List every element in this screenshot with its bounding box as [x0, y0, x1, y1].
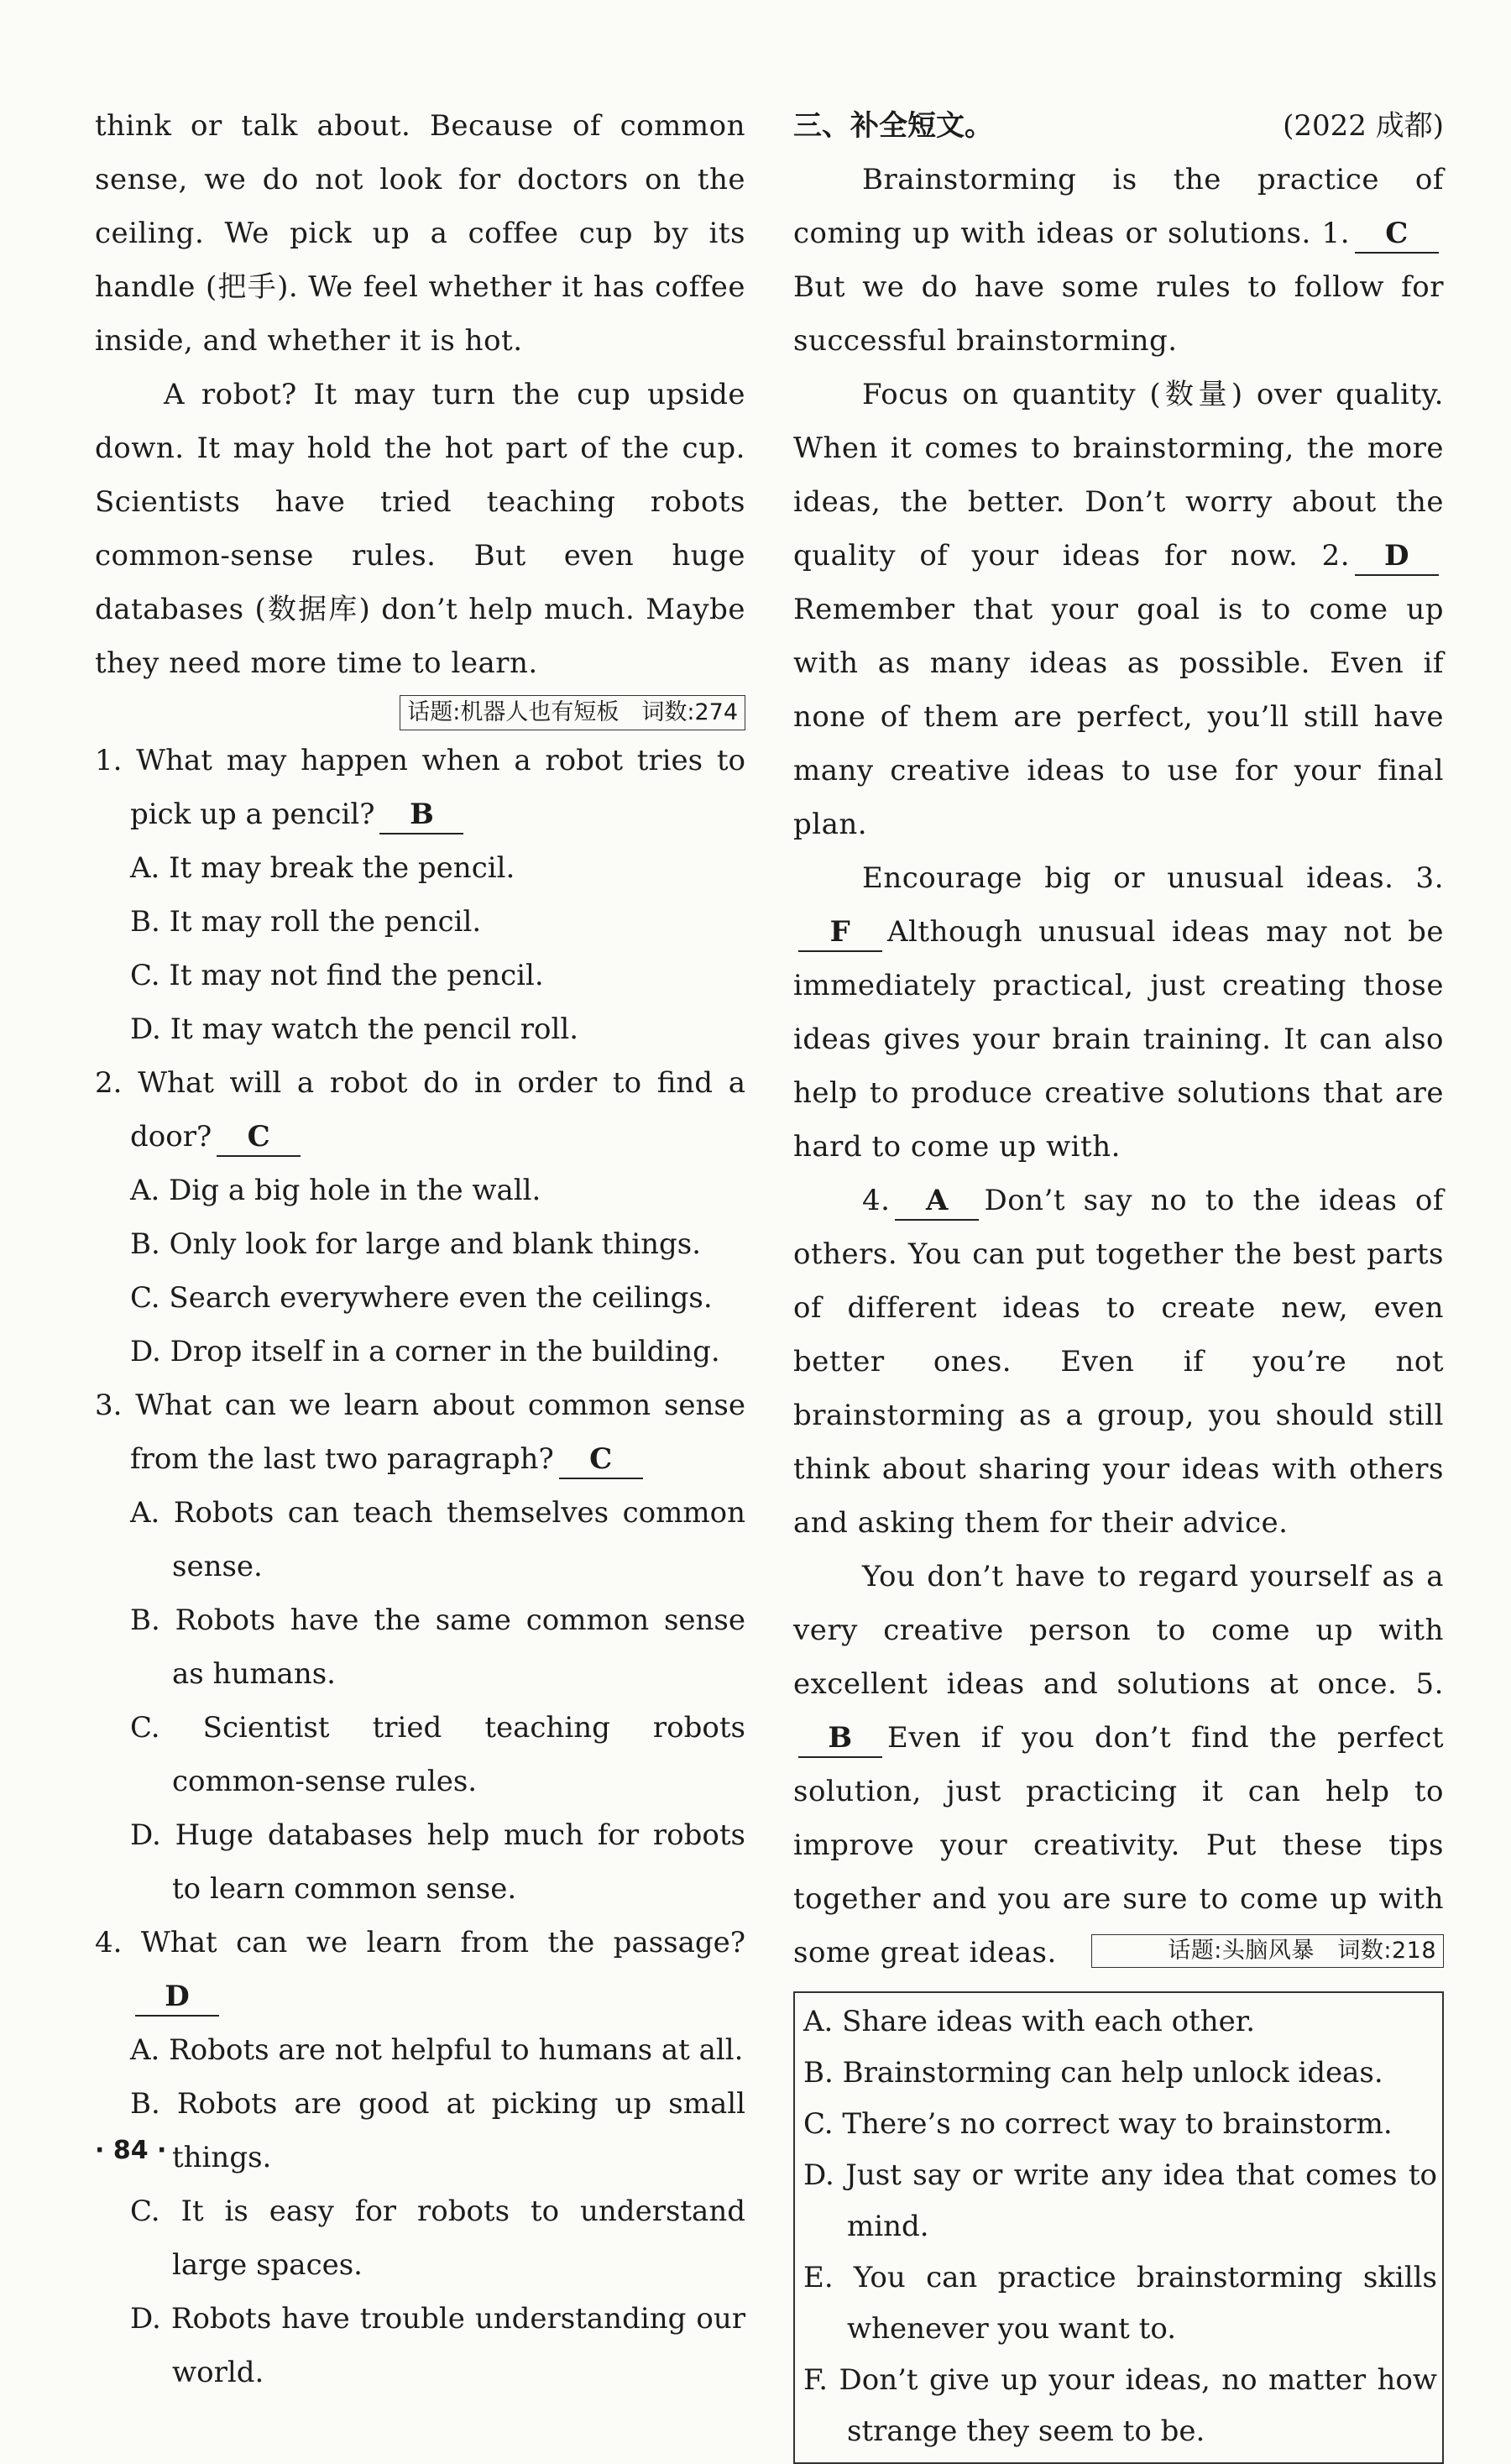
question-stem: 2. What will a robot do in order to find a door? C	[95, 1056, 745, 1164]
answer-option: A. Robots are not helpful to humans at all.	[130, 2033, 744, 2067]
left-column	[95, 99, 745, 2399]
box-option: F. Don’t give up your ideas, no matter how strange they seem to be.	[803, 2363, 1437, 2448]
options-box	[793, 1991, 1444, 2464]
answer-blank: B	[379, 796, 463, 834]
passage-paragraph: Brainstorming is the practice of coming up with ideas or solutions. 1. CBut we do have some rules to follow for successful brainstorming.	[793, 163, 1444, 358]
passage-paragraph: Focus on quantity (数量) over quality. When it comes to brainstorming, the more ideas, the better. Don’t worry about the quality of your ideas for now. 2. DRemember that your goal is to come up with as many ideas as possible. Even if none of them are perfect, you’ll still have many creative ideas to use for your final plan.	[793, 378, 1444, 841]
topic-word-count-tag: 话题:头脑风暴 词数:218	[1091, 1934, 1444, 1968]
question	[95, 1916, 745, 2399]
answer-option: A. It may break the pencil.	[130, 851, 515, 885]
question	[95, 734, 745, 1056]
question-stem: 4. What can we learn from the passage?D	[95, 1916, 745, 2023]
page-number: · 84 ·	[95, 2136, 167, 2165]
passage-paragraph: 4. A Don’t say no to the ideas of others. You can put together the best parts of different ideas to create new, even better ones. Even if you’re not brainstorming as a group, you should still think about sharing your ideas with others and asking them for their advice.	[793, 1184, 1444, 1540]
passage-paragraph: A robot? It may turn the cup upside down. It may hold the hot part of the cup. Scientists have tried teaching robots common-sense rules. But even huge databases (数据库) don’t help much. Maybe they need more time to learn.	[95, 378, 745, 680]
answer-option: D. Huge databases help much for robots to learn common sense.	[130, 1818, 745, 1906]
question-stem: 3. What can we learn about common sense from the last two paragraph? C	[95, 1378, 745, 1486]
answer-option: B. Only look for large and blank things.	[130, 1227, 701, 1261]
answer-blank: A	[895, 1182, 979, 1221]
answer-option: D. Drop itself in a corner in the building.	[130, 1335, 720, 1368]
section-header	[793, 99, 1444, 153]
question-stem: 1. What may happen when a robot tries to pick up a pencil? B	[95, 734, 745, 841]
answer-option: C. It may not find the pencil.	[130, 959, 544, 992]
answer-blank: C	[1355, 215, 1439, 254]
answer-blank: C	[559, 1441, 643, 1479]
question	[95, 1056, 745, 1378]
answer-option: A. Robots can teach themselves common sense.	[130, 1496, 745, 1583]
box-option: A. Share ideas with each other.	[803, 2005, 1256, 2038]
box-option: D. Just say or write any idea that comes to mind.	[803, 2158, 1437, 2243]
box-option: E. You can practice brainstorming skills whenever you want to.	[803, 2261, 1437, 2346]
question	[95, 1378, 745, 1916]
answer-option: C. It is easy for robots to understand large spaces.	[130, 2195, 745, 2282]
answer-option: B. It may roll the pencil.	[130, 905, 482, 939]
answer-option: B. Robots have the same common sense as humans.	[130, 1603, 745, 1691]
passage-paragraph: think or talk about. Because of common sense, we do not look for doctors on the ceiling. We pick up a coffee cup by its handle (把手). We feel whether it has coffee inside, and whether it is hot.	[95, 109, 745, 358]
answer-option: D. Robots have trouble understanding our world.	[130, 2302, 745, 2389]
answer-blank: D	[1355, 537, 1439, 576]
answer-blank: D	[135, 1978, 219, 2017]
answer-option: C. Search everywhere even the ceilings.	[130, 1281, 713, 1315]
answer-blank: B	[798, 1719, 882, 1758]
box-option: C. There’s no correct way to brainstorm.	[803, 2107, 1393, 2141]
answer-option: B. Robots are good at picking up small things.	[130, 2087, 745, 2174]
answer-option: C. Scientist tried teaching robots common-sense rules.	[130, 1711, 745, 1798]
answer-option: D. It may watch the pencil roll.	[130, 1012, 579, 1046]
box-option: B. Brainstorming can help unlock ideas.	[803, 2056, 1383, 2090]
passage-paragraph: You don’t have to regard yourself as a very creative person to come up with excellent ideas and solutions at once. 5.B Even if you don’t find the perfect solution, just practicing it can help to improve your creativity. Put these tips together and you are sure to come up with some great ideas. 话题:头脑风暴 词数:218	[793, 1560, 1444, 1970]
answer-blank: F	[798, 913, 882, 952]
passage-paragraph: Encourage big or unusual ideas. 3.F Although unusual ideas may not be immediately practical, just creating those ideas gives your brain training. It can also help to produce creative solutions that are hard to come up with.	[793, 861, 1444, 1164]
right-column	[793, 99, 1444, 2464]
section-title: 三、补全短文。	[793, 109, 993, 143]
answer-option: A. Dig a big hole in the wall.	[130, 1174, 541, 1207]
source-label: (2022 成都)	[1283, 109, 1444, 143]
answer-blank: C	[217, 1118, 301, 1157]
topic-word-count-tag: 话题:机器人也有短板 词数:274	[400, 695, 745, 730]
